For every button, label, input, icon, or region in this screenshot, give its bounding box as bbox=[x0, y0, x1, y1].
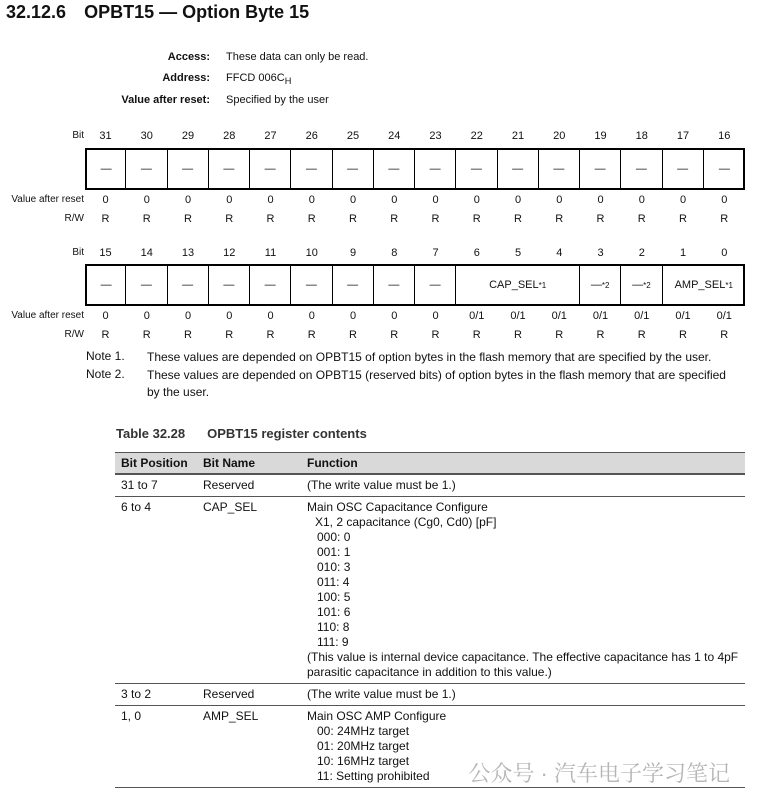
function-line: 00: 24MHz target bbox=[317, 724, 410, 738]
field-name: — bbox=[677, 163, 689, 175]
table-caption bbox=[116, 426, 367, 441]
bit-position-cell: 6 to 4 bbox=[115, 497, 197, 684]
rw-value: R bbox=[142, 213, 151, 225]
reset-value: 0 bbox=[267, 194, 274, 206]
register-field bbox=[415, 266, 456, 304]
bit-row-label: Bit bbox=[72, 247, 84, 258]
register-field bbox=[539, 150, 580, 188]
function-cell bbox=[301, 497, 745, 684]
rw-value: R bbox=[184, 213, 192, 225]
reset-value: 0 bbox=[721, 194, 728, 206]
rw-value: R bbox=[555, 329, 564, 341]
bit-number: 23 bbox=[429, 130, 442, 142]
bit-number: 11 bbox=[264, 247, 277, 259]
field-name: — bbox=[632, 279, 644, 291]
reset-value: 0/1 bbox=[510, 310, 526, 322]
rw-value: R bbox=[679, 213, 687, 225]
reset-value: 0 bbox=[391, 194, 398, 206]
register-field bbox=[333, 150, 374, 188]
reset-value: 0 bbox=[308, 310, 315, 322]
field-name: — bbox=[429, 163, 441, 175]
bit-position-cell: 1, 0 bbox=[115, 706, 197, 788]
register-fields bbox=[85, 264, 745, 306]
rw-value: R bbox=[266, 329, 275, 341]
table-id: Table 32.28 bbox=[116, 426, 186, 441]
field-note-ref: *2 bbox=[643, 280, 651, 290]
table-row bbox=[115, 497, 745, 684]
function-line: 001: 1 bbox=[317, 545, 351, 559]
function-cell bbox=[301, 474, 745, 497]
rw-value: R bbox=[514, 213, 522, 225]
rw-value: R bbox=[596, 213, 605, 225]
reset-value: 0 bbox=[143, 310, 150, 322]
field-name: — bbox=[718, 163, 730, 175]
reset-row-label: Value after reset bbox=[11, 194, 84, 205]
bit-name-cell: AMP_SEL bbox=[197, 706, 301, 788]
function-line: 110: 8 bbox=[317, 620, 350, 634]
bit-number: 22 bbox=[470, 130, 483, 142]
bit-number: 29 bbox=[181, 130, 195, 142]
reset-value: 0 bbox=[184, 194, 192, 206]
header-bit-name: Bit Name bbox=[197, 453, 301, 475]
register-field bbox=[580, 150, 621, 188]
reset-row-label: Value after reset bbox=[11, 310, 84, 321]
bit-number: 12 bbox=[223, 247, 236, 259]
function-line: 01: 20MHz target bbox=[317, 739, 410, 753]
register-field bbox=[498, 150, 539, 188]
section-title: OPBT15 — Option Byte 15 bbox=[84, 2, 310, 22]
bit-number: 14 bbox=[140, 247, 153, 259]
register-field bbox=[168, 150, 209, 188]
field-name: — bbox=[182, 163, 194, 175]
reset-value: 0/1 bbox=[592, 310, 609, 322]
register-field bbox=[126, 150, 167, 188]
note-2 bbox=[86, 367, 746, 403]
table-row bbox=[115, 474, 745, 497]
register-field bbox=[456, 150, 497, 188]
register-field bbox=[209, 266, 250, 304]
register-field bbox=[168, 266, 209, 304]
rw-value: R bbox=[720, 213, 729, 225]
field-name: — bbox=[388, 279, 400, 291]
reset-value: 0 bbox=[349, 310, 357, 322]
function-line: 000: 0 bbox=[317, 530, 351, 544]
bit-number: 3 bbox=[597, 247, 604, 259]
bit-number: 15 bbox=[99, 247, 112, 259]
register-field bbox=[250, 150, 291, 188]
function-line: 10: 16MHz target bbox=[317, 754, 410, 768]
reset-value: 0 bbox=[226, 310, 233, 322]
function-line: (The write value must be 1.) bbox=[307, 687, 456, 701]
reset-value: 0/1 bbox=[716, 310, 732, 322]
bit-number: 16 bbox=[718, 130, 731, 142]
reset-value: 0 bbox=[267, 310, 274, 322]
register-field bbox=[87, 266, 126, 304]
bit-name-cell: Reserved bbox=[197, 684, 301, 706]
rw-value: R bbox=[720, 329, 729, 341]
table-header-row bbox=[115, 453, 745, 475]
reset-value: 0 bbox=[597, 194, 604, 206]
register-field bbox=[291, 266, 332, 304]
field-name: — bbox=[305, 279, 317, 291]
register-field bbox=[704, 150, 745, 188]
bit-number: 20 bbox=[553, 130, 566, 142]
rw-value: R bbox=[101, 329, 110, 341]
note-label: Note 2. bbox=[86, 367, 125, 381]
field-name: AMP_SEL bbox=[674, 279, 726, 291]
reset-value: 0 bbox=[184, 310, 192, 322]
rw-value: R bbox=[307, 329, 316, 341]
bit-number: 18 bbox=[635, 130, 648, 142]
field-name: — bbox=[182, 279, 194, 291]
rw-value: R bbox=[390, 329, 399, 341]
address-subscript: H bbox=[284, 76, 292, 87]
table-row bbox=[115, 684, 745, 706]
rw-value: R bbox=[637, 213, 646, 225]
register-field bbox=[415, 150, 456, 188]
register-field bbox=[87, 150, 126, 188]
register-field bbox=[374, 150, 415, 188]
register-fields bbox=[85, 148, 745, 190]
reset-value: 0/1 bbox=[675, 310, 691, 322]
rw-value: R bbox=[472, 213, 481, 225]
register-field bbox=[250, 266, 291, 304]
field-name: — bbox=[553, 163, 565, 175]
reset-value: 0/1 bbox=[551, 310, 567, 322]
reset-value: 0 bbox=[102, 310, 109, 322]
reset-value: 0 bbox=[226, 194, 233, 206]
bit-number: 26 bbox=[305, 130, 318, 142]
section-number: 32.12.6 bbox=[6, 2, 67, 22]
rw-value: R bbox=[349, 329, 357, 341]
rw-value: R bbox=[596, 329, 605, 341]
rw-value: R bbox=[225, 329, 234, 341]
field-name: — bbox=[470, 163, 482, 175]
rw-value: R bbox=[184, 329, 192, 341]
register-field bbox=[291, 150, 332, 188]
function-line: 010: 3 bbox=[317, 560, 351, 574]
register-field bbox=[663, 266, 746, 304]
field-name: — bbox=[388, 163, 400, 175]
function-line: Main OSC AMP Configure bbox=[307, 709, 447, 723]
reset-value: 0 bbox=[514, 194, 522, 206]
bit-number: 24 bbox=[388, 130, 401, 142]
access-label: Access: bbox=[167, 51, 210, 63]
register-field bbox=[663, 150, 704, 188]
bit-name-cell: Reserved bbox=[197, 474, 301, 497]
register-field bbox=[580, 266, 621, 304]
bit-number: 2 bbox=[638, 247, 645, 259]
register-field bbox=[374, 266, 415, 304]
bit-number: 30 bbox=[140, 130, 153, 142]
register-contents-table bbox=[115, 452, 745, 788]
field-name: — bbox=[140, 279, 152, 291]
bit-number: 5 bbox=[514, 247, 522, 259]
field-name: — bbox=[100, 279, 112, 291]
bit-number: 1 bbox=[679, 247, 687, 259]
reset-value: 0 bbox=[391, 310, 398, 322]
reset-value: 0 bbox=[432, 310, 439, 322]
register-field bbox=[621, 150, 662, 188]
register-field bbox=[621, 266, 662, 304]
rw-value: R bbox=[349, 213, 357, 225]
field-name: — bbox=[100, 163, 112, 175]
function-line: (The write value must be 1.) bbox=[307, 478, 456, 492]
field-name: — bbox=[635, 163, 647, 175]
rw-value: R bbox=[431, 329, 440, 341]
bit-number: 0 bbox=[721, 247, 728, 259]
bit-number: 27 bbox=[264, 130, 277, 142]
register-field bbox=[333, 266, 374, 304]
field-note-ref: *2 bbox=[601, 280, 610, 290]
reset-value: 0 bbox=[679, 194, 687, 206]
function-line: 11: Setting prohibited bbox=[317, 769, 430, 783]
function-line: 011: 4 bbox=[317, 575, 350, 589]
bit-number: 9 bbox=[349, 247, 357, 259]
field-note-ref: *1 bbox=[538, 280, 547, 290]
address-value: FFCD $006C_H$ bbox=[226, 72, 292, 87]
table-title: OPBT15 register contents bbox=[207, 426, 367, 441]
note-text: These values are depended on OPBT15 (reserved bits) of option bytes in the flash memory that are specified by the user. bbox=[147, 368, 726, 399]
rw-value: R bbox=[307, 213, 316, 225]
rw-value: R bbox=[225, 213, 234, 225]
function-line: 111: 9 bbox=[317, 635, 349, 649]
function-line: 100: 5 bbox=[317, 590, 351, 604]
rw-value: R bbox=[266, 213, 275, 225]
field-name: — bbox=[347, 279, 359, 291]
field-name: — bbox=[223, 279, 235, 291]
bit-name-cell: CAP_SEL bbox=[197, 497, 301, 684]
header-function: Function bbox=[301, 453, 745, 475]
reset-value: 0 bbox=[143, 194, 150, 206]
reset-value: 0/1 bbox=[634, 310, 650, 322]
bit-number: 19 bbox=[594, 130, 607, 142]
reset-value: 0 bbox=[308, 194, 315, 206]
reset-value-text: Specified by the user bbox=[226, 94, 329, 106]
function-line: 101: 6 bbox=[317, 605, 351, 619]
bit-position-cell: 3 to 2 bbox=[115, 684, 197, 706]
reset-value: 0 bbox=[349, 194, 357, 206]
reset-value: 0 bbox=[473, 194, 480, 206]
rw-value: R bbox=[101, 213, 110, 225]
function-line: Main OSC Capacitance Configure bbox=[307, 500, 488, 514]
rw-value: R bbox=[142, 329, 151, 341]
function-cell bbox=[301, 684, 745, 706]
reset-value: 0/1 bbox=[469, 310, 485, 322]
field-name: — bbox=[223, 163, 235, 175]
field-name: — bbox=[594, 163, 606, 175]
bit-number: 31 bbox=[99, 130, 112, 142]
bit-number: 4 bbox=[556, 247, 563, 259]
bit-number: 17 bbox=[676, 130, 690, 142]
rw-value: R bbox=[637, 329, 646, 341]
register-field bbox=[126, 266, 167, 304]
function-line: X1, 2 capacitance (Cg0, Cd0) [pF] bbox=[315, 515, 497, 529]
field-name: — bbox=[512, 163, 524, 175]
field-name: — bbox=[140, 163, 152, 175]
reset-value-label: Value after reset: bbox=[121, 94, 210, 106]
rw-row-label: R/W bbox=[64, 329, 84, 340]
rw-value: R bbox=[514, 329, 522, 341]
section-heading bbox=[6, 2, 309, 23]
bit-number: 6 bbox=[473, 247, 480, 259]
field-note-ref: *1 bbox=[725, 280, 733, 290]
reset-value: 0 bbox=[556, 194, 563, 206]
register-field bbox=[209, 150, 250, 188]
note-1 bbox=[86, 349, 746, 367]
reset-value: 0 bbox=[638, 194, 645, 206]
bit-row-label: Bit bbox=[72, 130, 84, 141]
bit-position-cell: 31 to 7 bbox=[115, 474, 197, 497]
field-name: — bbox=[429, 279, 441, 291]
field-name: — bbox=[264, 163, 276, 175]
note-text: These values are depended on OPBT15 of option bytes in the flash memory that are specified by the user. bbox=[147, 350, 712, 364]
rw-value: R bbox=[679, 329, 687, 341]
rw-row-label: R/W bbox=[64, 213, 84, 224]
field-name: — bbox=[305, 163, 317, 175]
reset-value: 0 bbox=[432, 194, 439, 206]
bit-number: 25 bbox=[346, 130, 360, 142]
rw-value: R bbox=[555, 213, 564, 225]
field-name: CAP_SEL bbox=[489, 279, 539, 291]
bit-number: 28 bbox=[223, 130, 236, 142]
field-name: — bbox=[264, 279, 276, 291]
reset-value: 0 bbox=[102, 194, 109, 206]
field-name: — bbox=[347, 163, 359, 175]
rw-value: R bbox=[472, 329, 481, 341]
note-label: Note 1. bbox=[86, 349, 125, 363]
bit-number: 21 bbox=[511, 130, 525, 142]
bit-number: 8 bbox=[391, 247, 398, 259]
watermark: 公众号 · 汽车电子学习笔记 bbox=[468, 761, 730, 786]
field-name: — bbox=[590, 279, 602, 291]
access-value: These data can only be read. bbox=[226, 51, 369, 63]
register-field bbox=[456, 266, 580, 304]
address-label: Address: bbox=[162, 72, 210, 84]
bit-number: 10 bbox=[305, 247, 318, 259]
header-bit-position: Bit Position bbox=[115, 453, 197, 475]
bit-number: 13 bbox=[181, 247, 195, 259]
bit-number: 7 bbox=[432, 247, 439, 259]
function-line: (This value is internal device capacitance. The effective capacitance has 1 to 4pF parasitic capacitance in addition to this value.) bbox=[307, 650, 739, 679]
rw-value: R bbox=[390, 213, 399, 225]
rw-value: R bbox=[431, 213, 440, 225]
